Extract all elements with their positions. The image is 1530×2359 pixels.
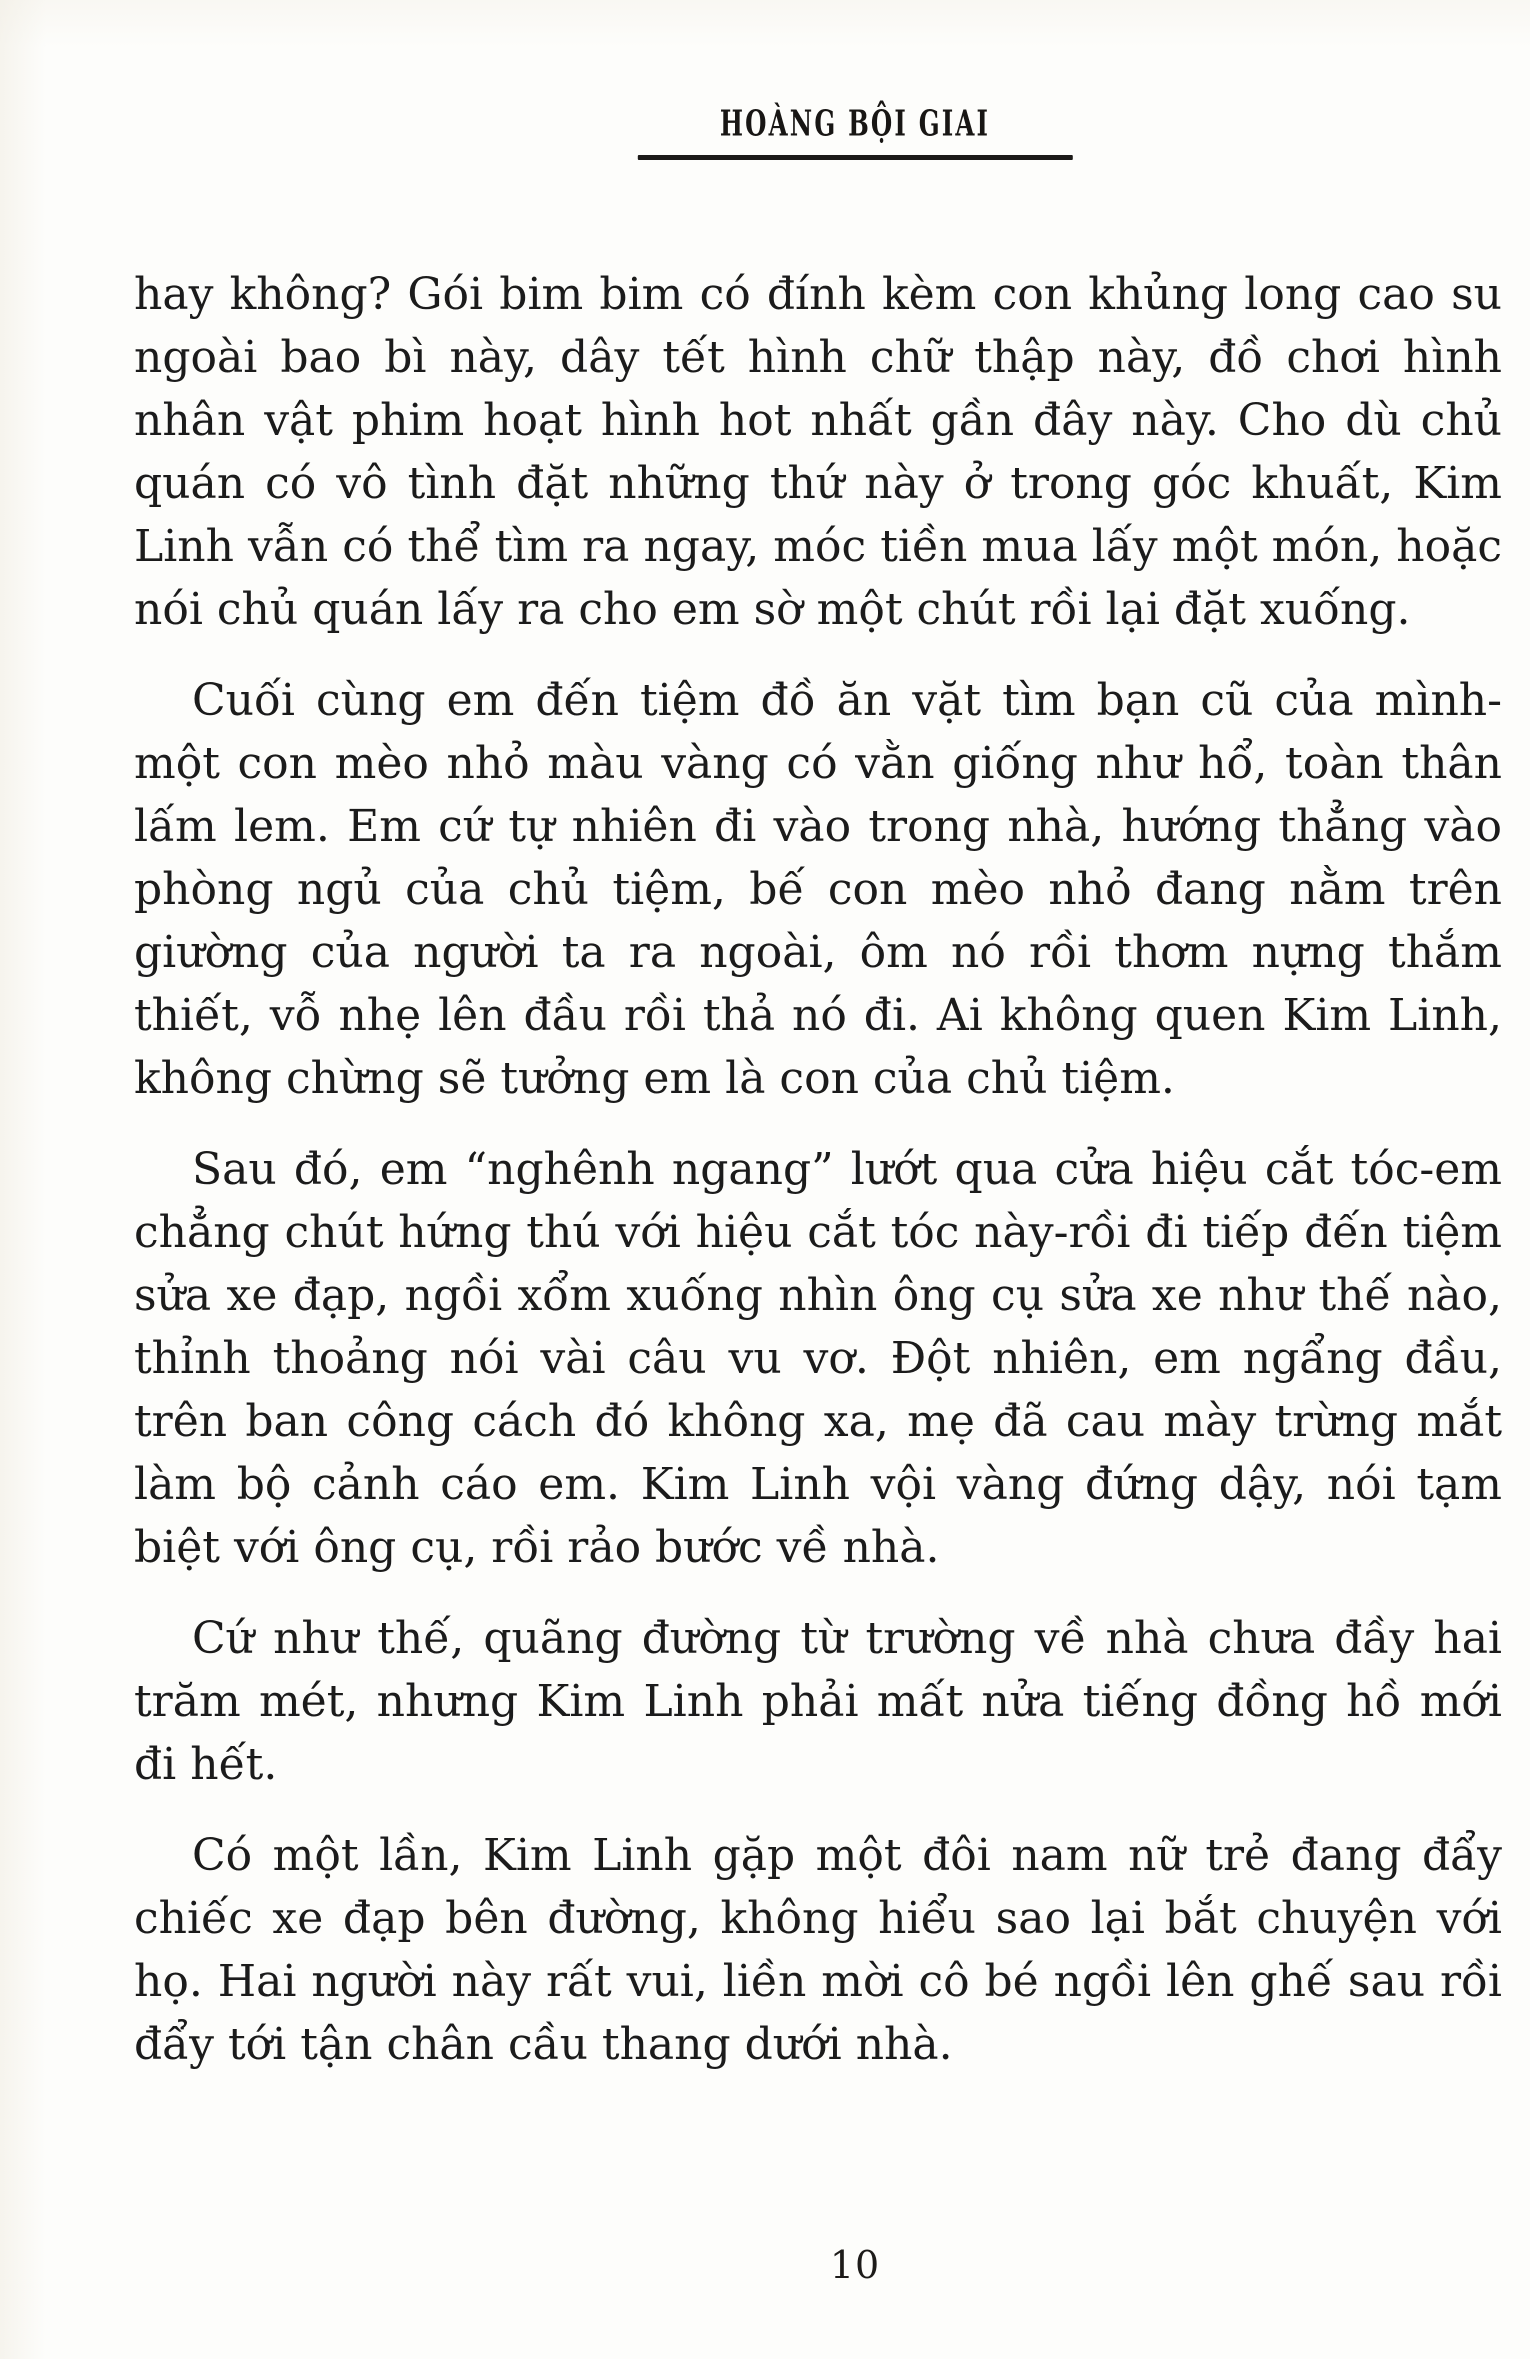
header-author-name: HOÀNG BỘI GIAI — [719, 103, 991, 145]
page-body — [134, 263, 1502, 2104]
running-header — [667, 103, 1042, 143]
header-underline — [638, 155, 1073, 160]
paragraph: Cứ như thế, quãng đường từ trường về nhà chưa đầy hai trăm mét, nhưng Kim Linh phải mất nửa tiếng đồng hồ mới đi hết. — [134, 1613, 1502, 1790]
paragraph: hay không? Gói bim bim có đính kèm con khủng long cao su ngoài bao bì này, dây tết hình chữ thập này, đồ chơi hình nhân vật phim hoạt hình hot nhất gần đây này. Cho dù chủ quán có vô tình đặt những thứ này ở trong góc khuất, Kim Linh vẫn có thể tìm ra ngay, móc tiền mua lấy một món, hoặc nói chủ quán lấy ra cho em sờ một chút rồi lại đặt xuống. — [134, 269, 1502, 635]
paragraph: Cuối cùng em đến tiệm đồ ăn vặt tìm bạn cũ của mình-một con mèo nhỏ màu vàng có vằn giống như hổ, toàn thân lấm lem. Em cứ tự nhiên đi vào trong nhà, hướng thẳng vào phòng ngủ của chủ tiệm, bế con mèo nhỏ đang nằm trên giường của người ta ra ngoài, ôm nó rồi thơm nựng thắm thiết, vỗ nhẹ lên đầu rồi thả nó đi. Ai không quen Kim Linh, không chừng sẽ tưởng em là con của chủ tiệm. — [134, 675, 1502, 1104]
paragraph: Có một lần, Kim Linh gặp một đôi nam nữ trẻ đang đẩy chiếc xe đạp bên đường, không hiểu sao lại bắt chuyện với họ. Hai người này rất vui, liền mời cô bé ngồi lên ghế sau rồi đẩy tới tận chân cầu thang dưới nhà. — [134, 1830, 1502, 2070]
paragraph: Sau đó, em “nghênh ngang” lướt qua cửa hiệu cắt tóc-em chẳng chút hứng thú với hiệu cắt tóc này-rồi đi tiếp đến tiệm sửa xe đạp, ngồi xổm xuống nhìn ông cụ sửa xe như thế nào, thỉnh thoảng nói vài câu vu vơ. Đột nhiên, em ngẩng đầu, trên ban công cách đó không xa, mẹ đã cau mày trừng mắt làm bộ cảnh cáo em. Kim Linh vội vàng đứng dậy, nói tạm biệt với ông cụ, rồi rảo bước về nhà. — [134, 1144, 1502, 1573]
page-number: 10 — [829, 2243, 881, 2287]
